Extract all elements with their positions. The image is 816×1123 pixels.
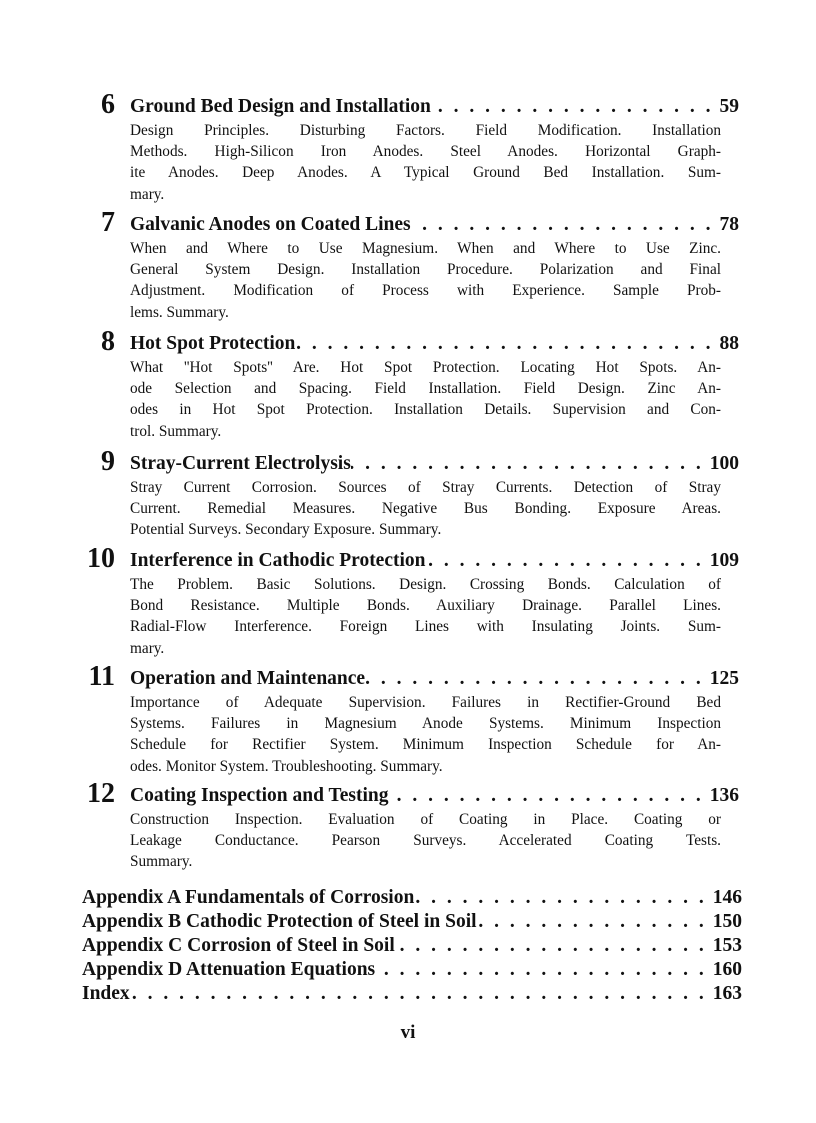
toc-entry-index[interactable] (82, 983, 742, 1007)
toc-entry-appendix-b[interactable] (82, 911, 742, 935)
description-line: odes in Hot Spot Protection. Installation Details. Supervision and Con- (130, 401, 721, 419)
chapter-number: 6 (101, 89, 115, 120)
chapter-number: 7 (101, 207, 115, 238)
description-line: ite Anodes. Deep Anodes. A Typical Ground Bed Installation. Sum- (130, 164, 721, 182)
chapter-number: 11 (88, 661, 115, 692)
page-number: 153 (712, 935, 742, 956)
chapter-title-row[interactable] (130, 785, 739, 809)
appendix-title[interactable]: Appendix D Attenuation Equations (82, 959, 376, 980)
description-line: The Problem. Basic Solutions. Design. Crossing Bonds. Calculation of (130, 576, 721, 593)
toc-entry-appendix-a[interactable] (82, 887, 742, 911)
page-folio: vi (400, 1022, 416, 1043)
description-line: mary. (130, 639, 165, 657)
appendix-title[interactable]: Appendix C Corrosion of Steel in Soil (82, 935, 395, 956)
chapter-title-row[interactable] (130, 333, 739, 357)
chapter-number: 12 (87, 778, 115, 809)
chapter-description (130, 120, 721, 205)
toc-entry-appendix-d[interactable] (82, 959, 742, 983)
description-line: When and Where to Use Magnesium. When and Where to Use Zinc. (130, 240, 721, 257)
index-title[interactable]: Index (82, 983, 130, 1004)
chapter-title-row[interactable] (130, 96, 739, 120)
chapter-number: 10 (87, 543, 115, 574)
description-line: Adjustment. Modification of Process with Experience. Sample Prob- (130, 282, 721, 300)
chapter-description (130, 692, 721, 777)
description-line: Leakage Conductance. Pearson Surveys. Accelerated Coating Tests. (130, 832, 721, 850)
leader-dots (395, 935, 707, 957)
page-number: 125 (709, 668, 739, 689)
page-number: 78 (719, 214, 739, 235)
chapter-description (130, 477, 721, 541)
page-number: 163 (712, 983, 742, 1004)
description-line: Radial-Flow Interference. Foreign Lines with Insulating Joints. Sum- (130, 618, 721, 636)
chapter-title[interactable]: Stray-Current Electrolysis (130, 453, 351, 474)
chapter-title-row[interactable] (130, 668, 739, 692)
description-line: ode Selection and Spacing. Field Installation. Field Design. Zinc An- (130, 380, 721, 398)
chapter-title[interactable]: Galvanic Anodes on Coated Lines (130, 214, 411, 235)
leader-dots (388, 785, 703, 807)
chapter-title-row[interactable] (130, 453, 739, 477)
description-line: Bond Resistance. Multiple Bonds. Auxiliary Drainage. Parallel Lines. (130, 597, 721, 615)
chapter-title[interactable]: Ground Bed Design and Installation (130, 96, 431, 117)
leader-dots (426, 550, 704, 572)
chapter-title-row[interactable] (130, 214, 739, 238)
chapter-description (130, 238, 721, 323)
description-line: Stray Current Corrosion. Sources of Stray Currents. Detection of Stray (130, 479, 721, 496)
appendix-title[interactable]: Appendix A Fundamentals of Corrosion (82, 887, 415, 908)
description-line: Systems. Failures in Magnesium Anode Systems. Minimum Inspection (130, 715, 721, 733)
leader-dots (375, 959, 707, 981)
leader-dots (414, 887, 706, 909)
leader-dots (477, 911, 707, 933)
page-number: 100 (709, 453, 739, 474)
chapter-number: 8 (101, 326, 115, 357)
leader-dots (351, 453, 704, 475)
description-line: Current. Remedial Measures. Negative Bus Bonding. Exposure Areas. (130, 500, 721, 518)
chapter-description (130, 357, 721, 442)
description-line: Schedule for Rectifier System. Minimum Inspection Schedule for An- (130, 736, 721, 754)
page-number: 59 (719, 96, 739, 117)
page-number: 160 (712, 959, 742, 980)
leader-dots (431, 96, 714, 118)
page-number: 146 (712, 887, 742, 908)
toc-entry-appendix-c[interactable] (82, 935, 742, 959)
description-line: Design Principles. Disturbing Factors. Field Modification. Installation (130, 122, 721, 139)
page-number: 109 (709, 550, 739, 571)
page-number: 150 (712, 911, 742, 932)
description-line: Construction Inspection. Evaluation of Coating in Place. Coating or (130, 811, 721, 828)
description-line: odes. Monitor System. Troubleshooting. Summary. (130, 757, 443, 775)
description-line: Summary. (130, 853, 193, 871)
chapter-title-row[interactable] (130, 550, 739, 574)
leader-dots (295, 333, 713, 355)
appendix-title[interactable]: Appendix B Cathodic Protection of Steel in Soil (82, 911, 477, 932)
description-line: What ''Hot Spots'' Are. Hot Spot Protection. Locating Hot Spots. An- (130, 359, 721, 376)
chapter-title[interactable]: Operation and Maintenance (130, 668, 366, 689)
description-line: mary. (130, 185, 165, 203)
chapter-number: 9 (101, 446, 115, 477)
chapter-title[interactable]: Interference in Cathodic Protection (130, 550, 426, 571)
leader-dots (365, 668, 704, 690)
description-line: lems. Summary. (130, 303, 229, 321)
description-line: General System Design. Installation Procedure. Polarization and Final (130, 261, 721, 279)
leader-dots (130, 983, 707, 1005)
description-line: Importance of Adequate Supervision. Failures in Rectifier-Ground Bed (130, 694, 721, 711)
leader-dots (411, 214, 714, 236)
chapter-title[interactable]: Hot Spot Protection (130, 333, 296, 354)
chapter-title[interactable]: Coating Inspection and Testing (130, 785, 389, 806)
description-line: trol. Summary. (130, 422, 222, 440)
description-line: Methods. High-Silicon Iron Anodes. Steel Anodes. Horizontal Graph- (130, 143, 721, 161)
chapter-description (130, 809, 721, 873)
page-number: 136 (709, 785, 739, 806)
page-number: 88 (719, 333, 739, 354)
chapter-description (130, 574, 721, 659)
description-line: Potential Surveys. Secondary Exposure. Summary. (130, 521, 442, 539)
